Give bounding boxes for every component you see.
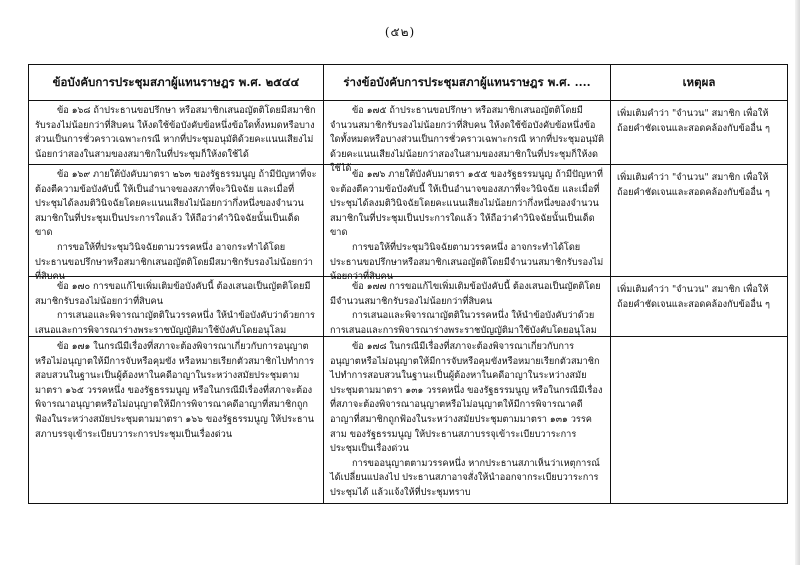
reason-cell: เพิ่มเติมคำว่า "จำนวน" สมาชิก เพื่อให้ถ้อยคำชัดเจนและสอดคล้องกับข้ออื่น ๆ	[617, 284, 770, 310]
clause-text: การขอให้ที่ประชุมวินิจฉัยตามวรรคหนึ่ง อาจกระทำได้โดยประธานขอปรึกษาหรือสมาชิกเสนอญัตติโดยมีสมาชิกรับรองไม่น้อยกว่าที่สิบคน	[35, 241, 313, 283]
clause-text: ข้อ ๑๗๗ การขอแก้ไขเพิ่มเติมข้อบังคับนี้ ต้องเสนอเป็นญัตติโดยมีจำนวนสมาชิกรับรองไม่น้อยกว่าที่สิบคน	[330, 281, 601, 307]
table-row	[29, 165, 787, 283]
clause-text: การเสนอและพิจารณาญัตติในวรรคหนึ่ง ให้นำข้อบังคับว่าด้วยการเสนอและการพิจารณาร่างพระราชบัญญัติมาใช้บังคับโดยอนุโลม	[330, 310, 597, 336]
comparison-table	[28, 64, 788, 504]
page-number: (๕๒)	[384, 25, 416, 39]
draft-regulation-cell	[324, 277, 611, 336]
current-regulation-cell	[29, 165, 324, 283]
header-reason: เหตุผล	[682, 75, 716, 90]
clause-text: การขอให้ที่ประชุมวินิจฉัยตามวรรคหนึ่ง อาจกระทำได้โดยประธานขอปรึกษาหรือสมาชิกเสนอญัตติโดยมีจำนวนสมาชิกรับรองไม่น้อยกว่าที่สิบคน	[330, 241, 604, 283]
table-header-row	[29, 65, 787, 101]
clause-text: การเสนอและพิจารณาญัตติในวรรคหนึ่ง ให้นำข้อบังคับว่าด้วยการเสนอและการพิจารณาร่างพระราชบัญญัติมาใช้บังคับโดยอนุโลม	[35, 310, 315, 336]
reason-cell: เพิ่มเติมคำว่า "จำนวน" สมาชิก เพื่อให้ถ้อยคำชัดเจนและสอดคล้องกับข้ออื่น ๆ	[617, 108, 770, 134]
table-row	[29, 337, 787, 503]
reason-cell	[611, 337, 787, 503]
table-row	[29, 277, 787, 337]
table-row	[29, 101, 787, 175]
draft-regulation-cell	[324, 337, 611, 503]
clause-text: ข้อ ๑๗๕ ถ้าประธานขอปรึกษา หรือสมาชิกเสนอญัตติโดยมีจำนวนสมาชิกรับรองไม่น้อยกว่าที่สิบคน ให้งดใช้ข้อบังคับข้อหนึ่งข้อใดทั้งหมดหรือบางส่วนเป็นการชั่วคราวเฉพาะกรณี หากที่ประชุมอนุมัติด้วยคะแนนเสียงไม่น้อยกว่าสองในสามของสมาชิกในที่ประชุมก็ให้งดใช้ได้	[330, 105, 604, 175]
clause-text: ข้อ ๑๖๘ ถ้าประธานขอปรึกษา หรือสมาชิกเสนอญัตติโดยมีสมาชิกรับรองไม่น้อยกว่าที่สิบคน ให้งดใช้ข้อบังคับข้อหนึ่งข้อใดทั้งหมดหรือบางส่วนเป็นการชั่วคราวเฉพาะกรณี หากที่ประชุมอนุมัติด้วยคะแนนเสียงไม่น้อยกว่าสองในสามของสมาชิกในที่ประชุมก็ให้งดใช้ได้	[35, 105, 316, 160]
current-regulation-cell	[29, 277, 324, 336]
clause-text: ข้อ ๑๗๐ การขอแก้ไขเพิ่มเติมข้อบังคับนี้ ต้องเสนอเป็นญัตติโดยมีสมาชิกรับรองไม่น้อยกว่าที่สิบคน	[35, 281, 311, 307]
current-regulation-cell	[29, 337, 324, 503]
current-regulation-cell	[29, 101, 324, 164]
draft-regulation-cell	[324, 165, 611, 283]
clause-text: ข้อ ๑๗๑ ในกรณีมีเรื่องที่สภาจะต้องพิจารณาเกี่ยวกับการอนุญาตหรือไม่อนุญาตให้มีการจับหรือคุมขัง หรือหมายเรียกตัวสมาชิกไปทำการสอบสวนในฐานะเป็นผู้ต้องหาในคดีอาญาในระหว่างสมัยประชุมตามมาตรา ๑๖๕ วรรคหนึ่ง ของรัฐธรรมนูญ หรือในกรณีมีเรื่องที่สภาจะต้องพิจารณาอนุญาตหรือไม่อนุญาตให้มีการพิจารณาคดีอาญาที่สมาชิกถูกฟ้องในระหว่างสมัยประชุมตามมาตรา ๑๖๖ ของรัฐธรรมนูญ ให้ประธานสภาบรรจุเข้าระเบียบวาระการประชุมเป็นเรื่องด่วน	[35, 341, 315, 440]
reason-cell: เพิ่มเติมคำว่า "จำนวน" สมาชิก เพื่อให้ถ้อยคำชัดเจนและสอดคล้องกับข้ออื่น ๆ	[617, 172, 770, 198]
header-draft-regulation: ร่างข้อบังคับการประชุมสภาผู้แทนราษฎร พ.ศ. ....	[324, 65, 611, 100]
clause-text: ข้อ ๑๗๘ ในกรณีมีเรื่องที่สภาจะต้องพิจารณาเกี่ยวกับการอนุญาตหรือไม่อนุญาตให้มีการจับหรือคุมขังหรือหมายเรียกตัวสมาชิกไปทำการสอบสวนในฐานะเป็นผู้ต้องหาในคดีอาญาในระหว่างสมัยประชุมตามมาตรา ๑๓๑ วรรคหนึ่ง ของรัฐธรรมนูญ หรือในกรณีมีเรื่องที่สภาจะต้องพิจารณาอนุญาตหรือไม่อนุญาตให้มีการพิจารณาคดีอาญาที่สมาชิกถูกฟ้องในระหว่างสมัยประชุมตามมาตรา ๑๓๑ วรรคสาม ของรัฐธรรมนูญ ให้ประธานสภาบรรจุเข้าระเบียบวาระการประชุมเป็นเรื่องด่วน	[330, 341, 603, 455]
scan-edge-shadow	[795, 0, 800, 565]
draft-regulation-cell	[324, 101, 611, 175]
clause-text: การขออนุญาตตามวรรคหนึ่ง หากประธานสภาเห็นว่าเหตุการณ์ได้เปลี่ยนแปลงไป ประธานสภาอาจสั่งให้นำออกจากระเบียบวาระการประชุมได้ แล้วแจ้งให้ที่ประชุมทราบ	[330, 457, 600, 498]
clause-text: ข้อ ๑๗๖ ภายใต้บังคับมาตรา ๑๕๕ ของรัฐธรรมนูญ ถ้ามีปัญหาที่จะต้องตีความข้อบังคับนี้ ให้เป็นอำนาจของสภาที่จะวินิจฉัย และเมื่อที่ประชุมได้ลงมติวินิจฉัยโดยคะแนนเสียงไม่น้อยกว่ากึ่งหนึ่งของจำนวนสมาชิกในที่ประชุมเป็นประการใดแล้ว ให้ถือว่าคำวินิจฉัยนั้นเป็นเด็ดขาด	[330, 169, 603, 239]
header-current-regulation: ข้อบังคับการประชุมสภาผู้แทนราษฎร พ.ศ. ๒๕๔๔	[29, 65, 324, 100]
clause-text: ข้อ ๑๖๙ ภายใต้บังคับมาตรา ๒๖๓ ของรัฐธรรมนูญ ถ้ามีปัญหาที่จะต้องตีความข้อบังคับนี้ ให้เป็นอำนาจของสภาที่จะวินิจฉัย และเมื่อที่ประชุมได้ลงมติวินิจฉัยโดยคะแนนเสียงไม่น้อยกว่ากึ่งหนึ่งของจำนวนสมาชิกในที่ประชุมเป็นประการใดแล้ว ให้ถือว่าคำวินิจฉัยนั้นเป็นเด็ดขาด	[35, 169, 317, 239]
